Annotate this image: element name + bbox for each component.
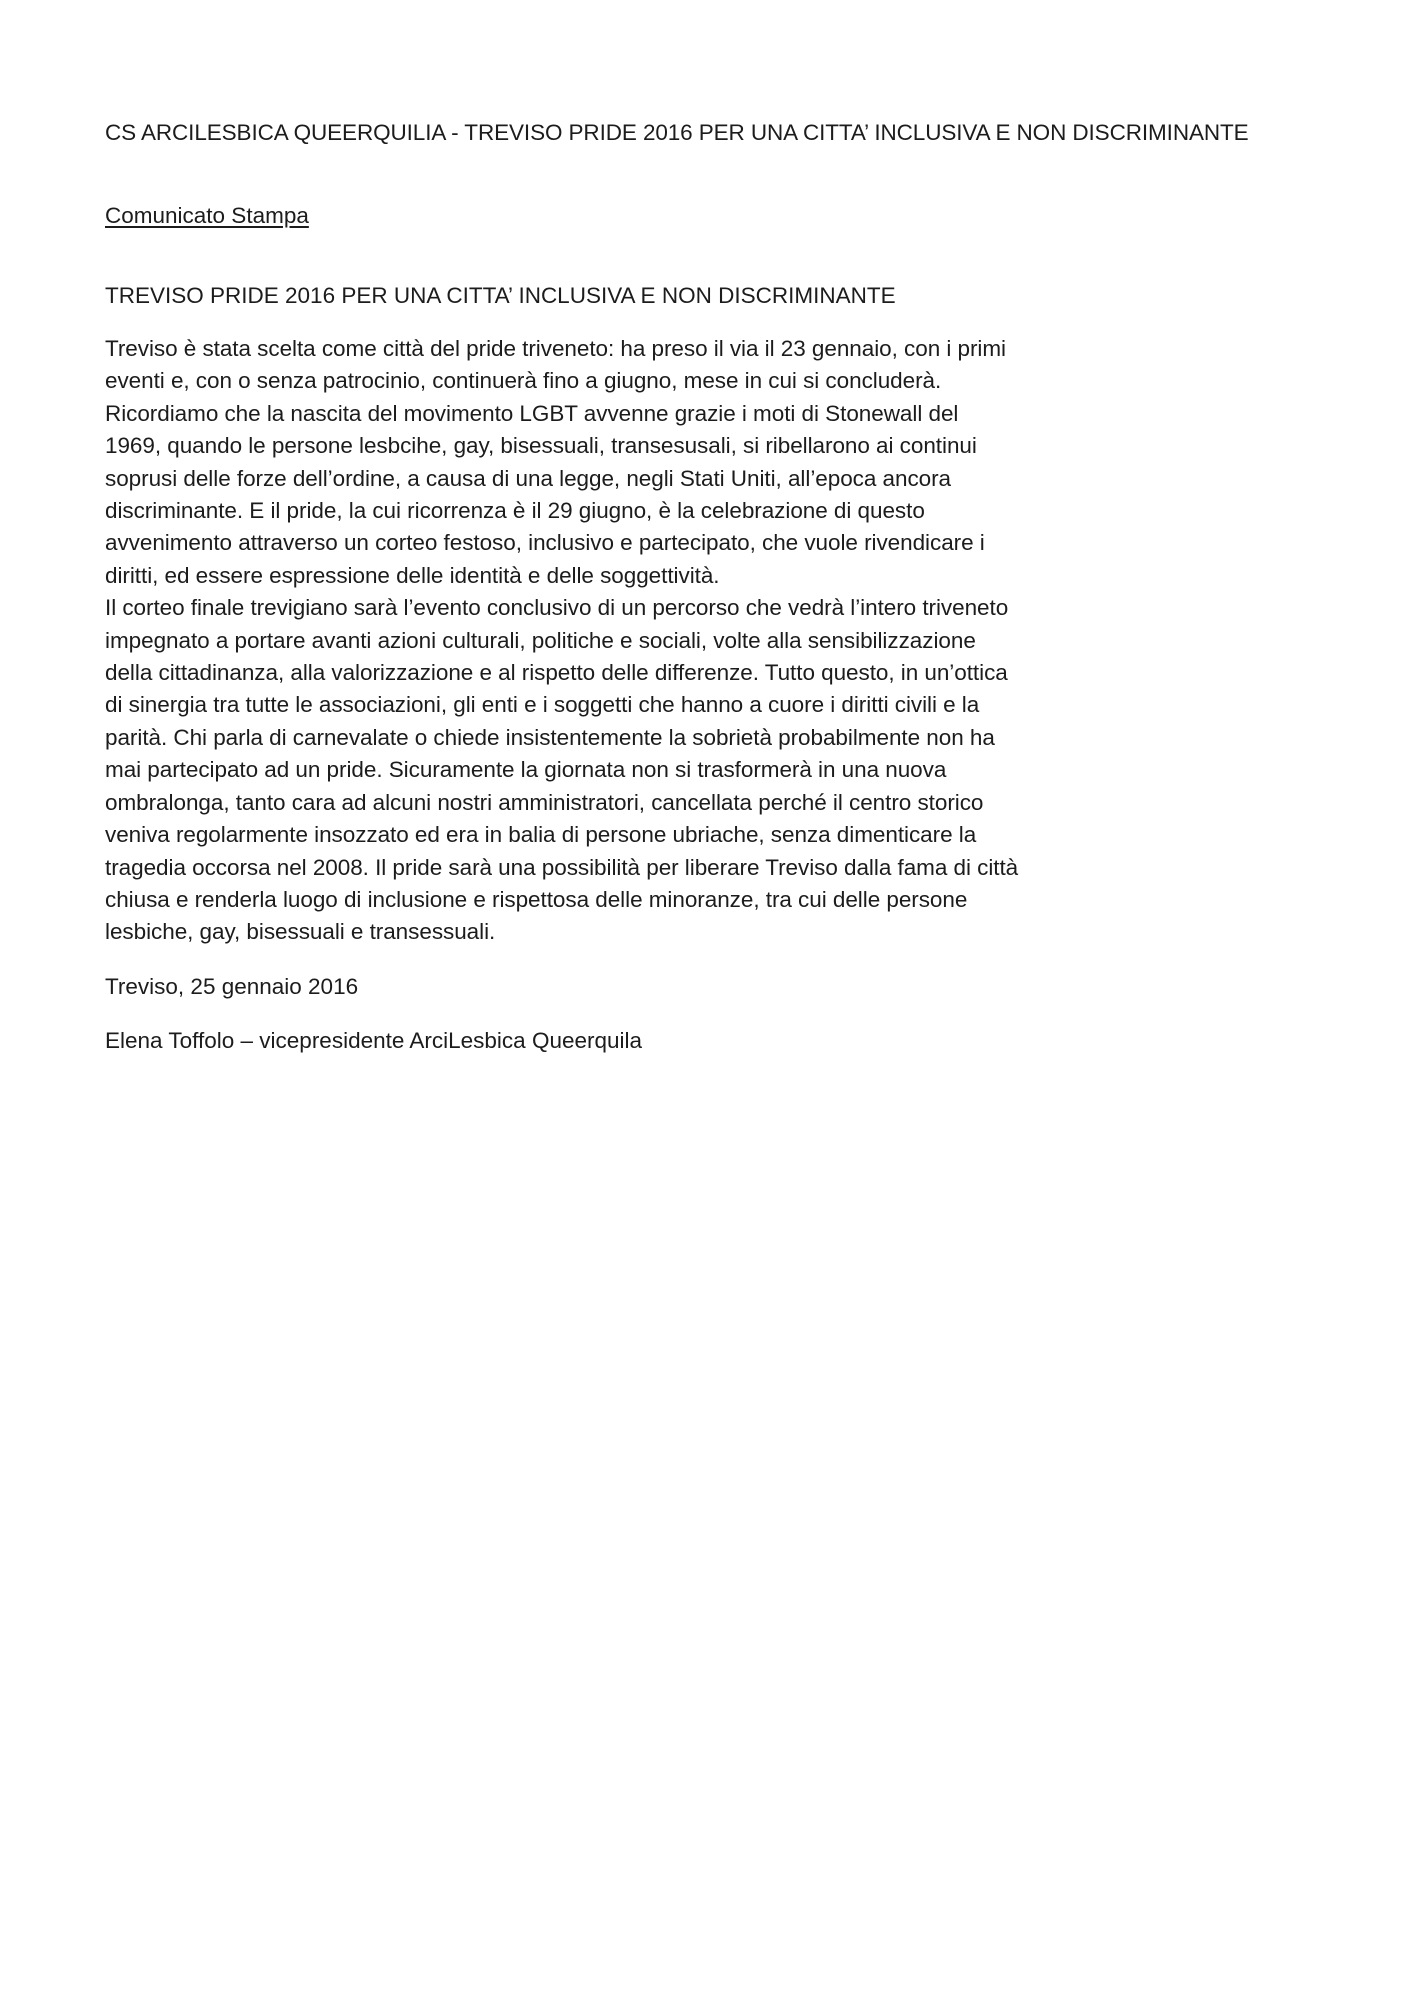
section-heading-comunicato-stampa: Comunicato Stampa	[105, 203, 309, 228]
dateline: Treviso, 25 gennaio 2016	[105, 973, 359, 999]
subheading-spacer	[105, 311, 1020, 333]
paragraph-intro: Treviso è stata scelta come città del pride triveneto: ha preso il via il 23 gennaio, con i primi eventi e, con o senza patrocinio, continuerà fino a giugno, mese in cui si concluderà.	[105, 336, 1007, 394]
document-title: CS ARCILESBICA QUEERQUILIA - TREVISO PRIDE 2016 PER UNA CITTA’ INCLUSIVA E NON DISCRIMINANTE	[105, 120, 1249, 145]
paragraph-corteo-finale: Il corteo finale trevigiano sarà l’evento conclusivo di un percorso che vedrà l’intero triveneto impegnato a portare avanti azioni culturali, politiche e sociali, volte alla sensibilizzazione della cittadinanza, alla valorizzazione e al rispetto delle differenze. Tutto questo, in un’ottica di sinergia tra tutte le associazioni, gli enti e i soggetti che hanno a cuore i diritti civili e la parità. Chi parla di carnevalate o chiede insistentemente la sobrietà probabilmente non ha mai partecipato ad un pride. Sicuramente la giornata non si trasformerà in una nuova ombralonga, tanto cara ad alcuni nostri amministratori, cancellata perché il centro storico veniva regolarmente insozzato ed era in balia di persone ubriache, senza dimenticare la tragedia occorsa nel 2008. Il pride sarà una possibilità per liberare Treviso dalla fama di città chiusa e renderla luogo di inclusione e rispettosa delle minoranze, tra cui delle persone lesbiche, gay, bisessuali e transessuali.	[105, 595, 1019, 945]
document-content	[105, 118, 1249, 1058]
signature: Elena Toffolo – vicepresidente ArciLesbica Queerquila	[105, 1028, 643, 1054]
title-spacer	[105, 148, 1020, 201]
paragraph-storia-lgbt: Ricordiamo che la nascita del movimento LGBT avvenne grazie i moti di Stonewall del 1969, quando le persone lesbcihe, gay, bisessuali, transesusali, si ribellarono ai continui soprusi delle forze dell’ordine, a causa di una legge, negli Stati Uniti, all’epoca ancora discriminante. E il pride, la cui ricorrenza è il 29 giugno, è la celebrazione di questo avvenimento attraverso un corteo festoso, inclusivo e partecipato, che vuole rivendicare i diritti, ed essere espressione delle identità e delle soggettività.	[105, 400, 985, 588]
sub-heading: TREVISO PRIDE 2016 PER UNA CITTA’ INCLUSIVA E NON DISCRIMINANTE	[105, 283, 896, 308]
heading-spacer	[105, 231, 1020, 281]
